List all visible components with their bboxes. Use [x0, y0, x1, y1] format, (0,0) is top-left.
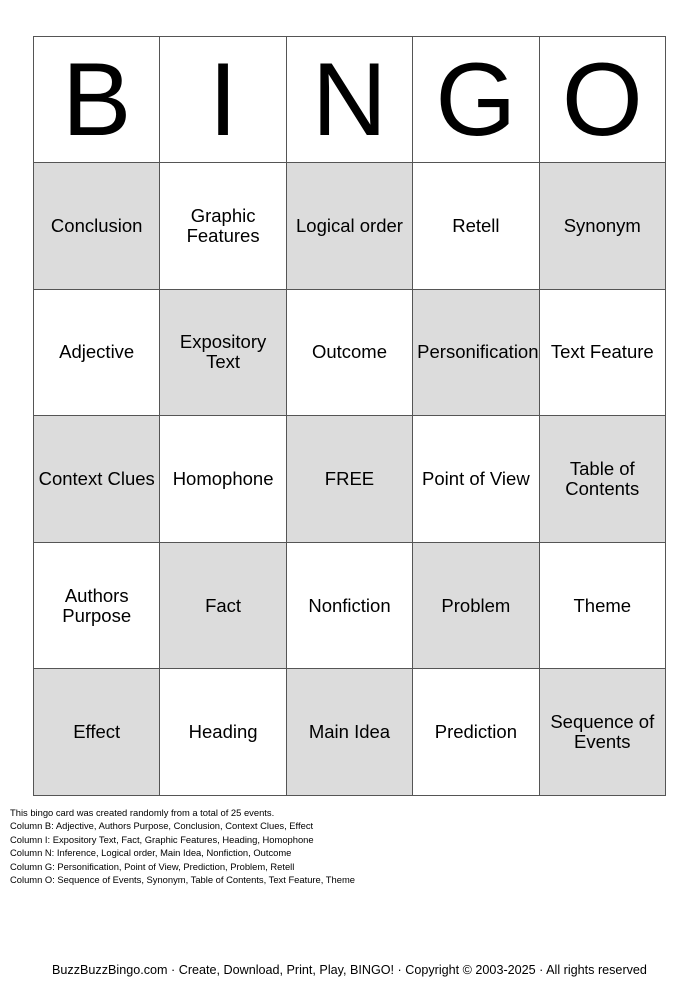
notes-summary: This bingo card was created randomly from a total of 25 events. — [10, 807, 275, 818]
bingo-row — [34, 542, 666, 669]
bingo-cell: Authors Purpose — [34, 542, 160, 669]
bingo-cell: Effect — [34, 669, 160, 796]
bingo-cell: Personification — [413, 289, 539, 416]
card-notes — [10, 806, 355, 886]
bingo-cell: Synonym — [539, 163, 665, 290]
bingo-cell: Homophone — [160, 416, 286, 543]
header-letter-g: G — [413, 37, 539, 163]
bingo-cell: Context Clues — [34, 416, 160, 543]
bingo-cell: Graphic Features — [160, 163, 286, 290]
bingo-row — [34, 669, 666, 796]
bingo-cell: Outcome — [286, 289, 412, 416]
bingo-cell: Point of View — [413, 416, 539, 543]
bingo-cell: Logical order — [286, 163, 412, 290]
header-letter-i: I — [160, 37, 286, 163]
bingo-cell: Conclusion — [34, 163, 160, 290]
bingo-card — [33, 36, 666, 796]
bingo-cell: Prediction — [413, 669, 539, 796]
bingo-cell: Table of Contents — [539, 416, 665, 543]
bingo-cell: Problem — [413, 542, 539, 669]
bingo-header-row — [34, 37, 666, 163]
notes-column-i: Column I: Expository Text, Fact, Graphic Features, Heading, Homophone — [10, 833, 314, 845]
header-letter-o: O — [539, 37, 665, 163]
bingo-cell: Adjective — [34, 289, 160, 416]
bingo-row — [34, 163, 666, 290]
bingo-cell: Expository Text — [160, 289, 286, 416]
bingo-cell: Theme — [539, 542, 665, 669]
bingo-cell: Sequence of Events — [539, 669, 665, 796]
bingo-cell: Nonfiction — [286, 542, 412, 669]
notes-column-g: Column G: Personification, Point of View, Prediction, Problem, Retell — [10, 860, 295, 872]
bingo-cell: Text Feature — [539, 289, 665, 416]
header-letter-b: B — [34, 37, 160, 163]
header-letter-n: N — [286, 37, 412, 163]
bingo-cell: Retell — [413, 163, 539, 290]
page-footer: BuzzBuzzBingo.com · Create, Download, Print, Play, BINGO! · Copyright © 2003-2025 · All rights reserved — [52, 963, 647, 977]
free-space-cell: FREE — [286, 416, 412, 543]
bingo-cell: Heading — [160, 669, 286, 796]
bingo-row — [34, 416, 666, 543]
bingo-cell: Main Idea — [286, 669, 412, 796]
notes-column-b: Column B: Adjective, Authors Purpose, Conclusion, Context Clues, Effect — [10, 820, 314, 832]
bingo-cell: Fact — [160, 542, 286, 669]
notes-column-o: Column O: Sequence of Events, Synonym, Table of Contents, Text Feature, Theme — [10, 874, 355, 886]
bingo-row — [34, 289, 666, 416]
notes-column-n: Column N: Inference, Logical order, Main Idea, Nonfiction, Outcome — [10, 847, 292, 859]
